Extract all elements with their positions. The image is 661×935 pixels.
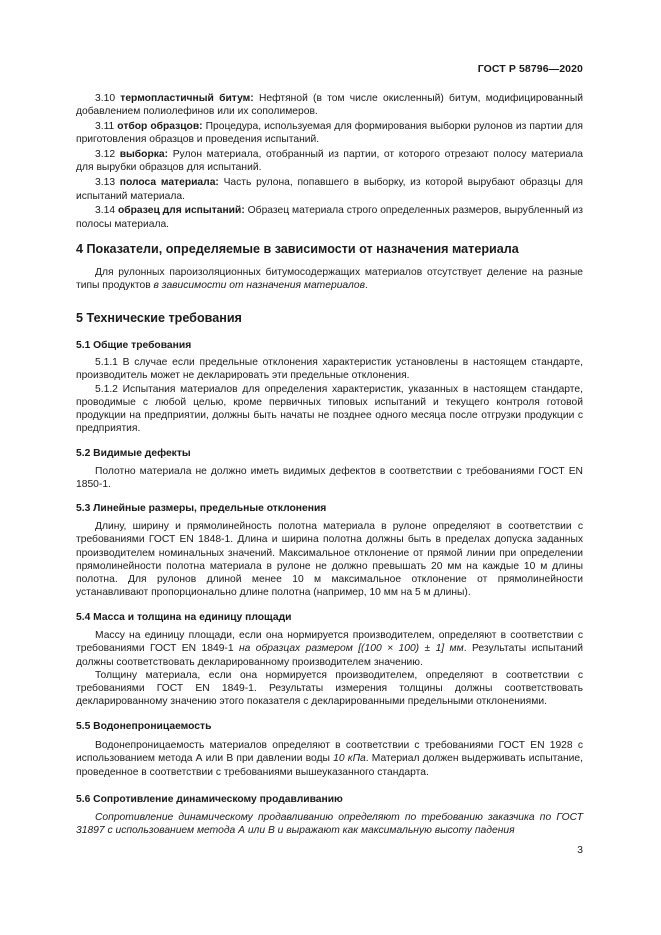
section-5-2-title: 5.2 Видимые дефекты bbox=[76, 448, 191, 459]
section-5-6 bbox=[76, 793, 583, 806]
paragraph-5-2: Полотно материала не должно иметь видимых дефектов в соответствии с требованиями ГОСТ EN 1850-1. bbox=[76, 466, 583, 491]
paragraph-5-4-mass bbox=[76, 629, 583, 669]
section-4-body bbox=[76, 266, 583, 293]
definition-number: 3.13 bbox=[95, 177, 116, 189]
section-5-6-title: 5.6 Сопротивление динамическому продавливанию bbox=[76, 794, 343, 805]
paragraph-5-4-mass-italic: на образцах размером [(100 × 100) ± 1] мм bbox=[238, 643, 464, 655]
paragraph-5-4-mass-end: . Результаты испытаний должны соответствовать декларированному производителем значению. bbox=[76, 643, 583, 668]
definition-term: образец для испытаний: bbox=[117, 205, 245, 217]
section-5-5 bbox=[76, 720, 583, 733]
paragraph-5-5 bbox=[76, 739, 583, 779]
paragraph-5-6 bbox=[76, 811, 583, 838]
definitions bbox=[76, 92, 583, 232]
section-5-1 bbox=[76, 339, 583, 352]
section-5-5-body bbox=[76, 739, 583, 779]
paragraph-5-5-italic: 10 кПа bbox=[333, 753, 366, 765]
definition-text: Процедура, используемая для формирования выборки рулонов из партии для приготовления образцов и проведения испытаний. bbox=[76, 121, 583, 146]
paragraph-5-1-1: 5.1.1 В случае если предельные отклонения характеристик установлены в настоящем стандарте, производитель может не декларировать эти предельные отклонения. bbox=[76, 357, 583, 382]
document-code: ГОСТ Р 58796—2020 bbox=[477, 63, 583, 75]
section-4-title: 4 Показатели, определяемые в зависимости от назначения материала bbox=[76, 242, 519, 256]
section-5-3-title: 5.3 Линейные размеры, предельные отклонения bbox=[76, 503, 327, 514]
section-5 bbox=[76, 311, 583, 326]
section-5-title: 5 Технические требования bbox=[76, 311, 242, 325]
paragraph-5-5-start: Водонепроницаемость материалов определяют в соответствии с требованиями ГОСТ EN 1928 с использованием метода А или В при давлении воды bbox=[76, 740, 583, 765]
section-4-text-end: . bbox=[364, 280, 368, 292]
paragraph-5-3: Длину, ширину и прямолинейность полотна материала в рулоне определяют в соответствии с требованиями ГОСТ EN 1848-1. Длина и ширина полотна должны быть в пределах допуска заданных производителем номинальных значений. Максимальное отклонение от прямой линии при определении прямолинейности полотна материала в рулоне не должно превышать 20 мм на каждые 10 м длины полотна. Для рулонов длиной менее 10 м максимальное отклонение от прямолинейности устанавливают пропорционально длине полотна (например, 10 мм на 5 м длины). bbox=[76, 521, 583, 599]
section-4-text-start: Для рулонных пароизоляционных битумосодержащих материалов отсутствует деление на разные типы продуктов bbox=[76, 267, 583, 292]
definition-3-12 bbox=[76, 148, 583, 175]
section-5-4-title: 5.4 Масса и толщина на единицу площади bbox=[76, 612, 292, 623]
section-5-6-body bbox=[76, 811, 583, 838]
paragraph-5-6-italic: Сопротивление динамическому продавливанию определяют по требованию заказчика по ГОСТ 31897 с использованием метода А или В и выражают как максимальную высоту падения bbox=[76, 812, 583, 837]
section-5-5-title: 5.5 Водонепроницаемость bbox=[76, 721, 212, 732]
definition-3-13 bbox=[76, 176, 583, 203]
definition-text: Рулон материала, отобранный из партии, от которого отрезают полосу материала для вырубки образцов для испытаний. bbox=[76, 149, 583, 174]
section-5-1-body bbox=[76, 356, 583, 436]
section-5-2 bbox=[76, 447, 583, 460]
paragraph-5-1-2: 5.1.2 Испытания материалов для определения характеристик, указанных в настоящем стандарте, проводимые с любой целью, кроме первичных типовых испытаний и текущего контроля готовой продукции на предприятии, должны быть начаты не позднее одного месяца после отгрузки продукции с предприятия. bbox=[76, 383, 583, 435]
definition-term: выборка: bbox=[119, 149, 169, 161]
definition-text: Образец материала строго определенных размеров, вырубленный из полосы материала. bbox=[76, 205, 583, 230]
page-number: 3 bbox=[577, 845, 583, 856]
section-5-3 bbox=[76, 502, 583, 515]
paragraph-5-4-thickness: Толщину материала, если она нормируется производителем, определяют в соответствии с требованиями ГОСТ EN 1849-1. Результаты измерения толщины должны соответствовать декларированному значению этого показателя с декларированными предельными отклонениями. bbox=[76, 669, 583, 708]
definition-number: 3.12 bbox=[95, 149, 116, 161]
section-5-2-body bbox=[76, 465, 583, 492]
definition-term: термопластичный битум: bbox=[120, 93, 254, 104]
section-4-text bbox=[76, 266, 583, 293]
section-4-text-italic: в зависимости от назначения материалов bbox=[153, 280, 365, 292]
definition-text: Нефтяной (в том числе окисленный) битум, модифицированный добавлением полиолефинов или их сополимеров. bbox=[76, 93, 583, 118]
section-5-3-body bbox=[76, 520, 583, 600]
section-5-4 bbox=[76, 611, 583, 624]
paragraph-5-4-mass-start: Массу на единицу площади, если она нормируется производителем, определяют в соответствии с требованиями ГОСТ EN 1849-1 bbox=[76, 630, 583, 655]
definition-term: полоса материала: bbox=[119, 177, 219, 189]
section-4 bbox=[76, 242, 583, 257]
definition-3-14 bbox=[76, 204, 583, 231]
definition-3-11 bbox=[76, 120, 583, 147]
definition-term: отбор образцов: bbox=[117, 121, 203, 133]
definition-number: 3.14 bbox=[95, 205, 116, 217]
definition-number: 3.11 bbox=[95, 121, 115, 133]
section-5-1-title: 5.1 Общие требования bbox=[76, 340, 192, 351]
definition-text: Часть рулона, попавшего в выборку, из которой вырубают образцы для испытаний материала. bbox=[76, 177, 583, 202]
paragraph-5-5-end: . Материал должен выдерживать испытание, проведенное в соответствии с требованиями вышеуказанного стандарта. bbox=[76, 753, 583, 778]
definition-3-10 bbox=[76, 92, 583, 119]
definition-number: 3.10 bbox=[95, 93, 116, 104]
section-5-4-body bbox=[76, 629, 583, 709]
